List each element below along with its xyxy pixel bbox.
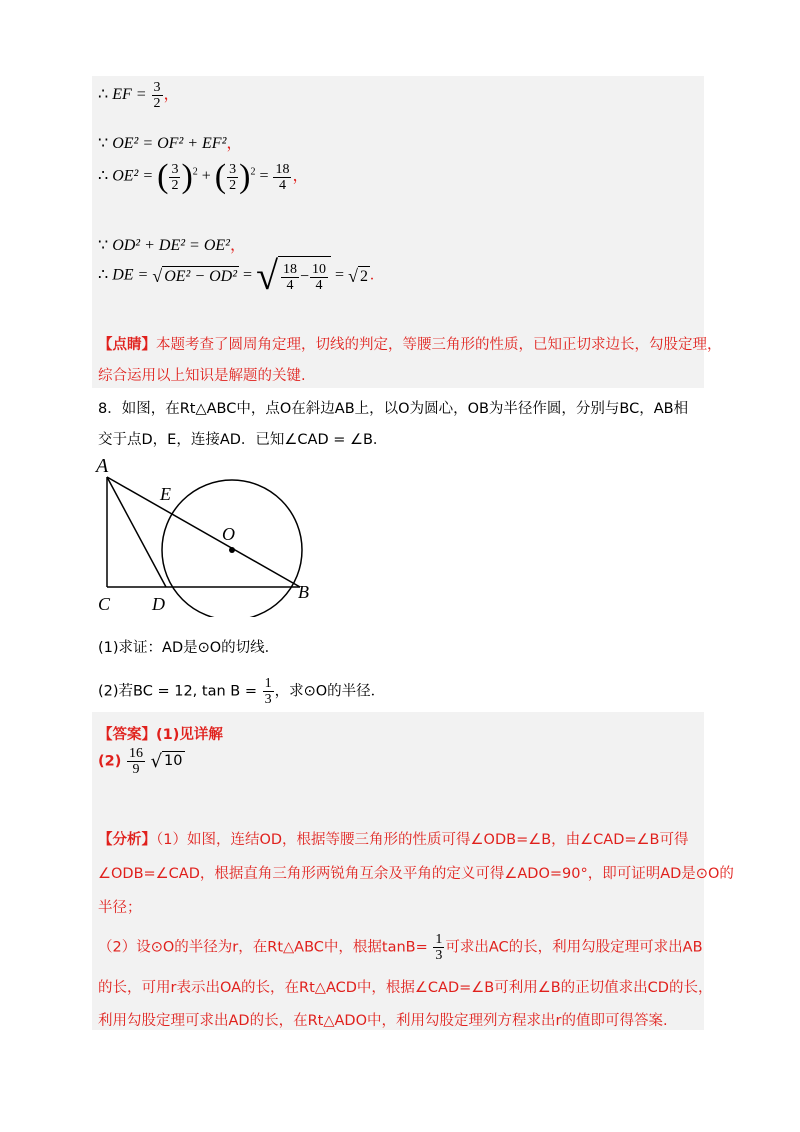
pythagoras-line: ∵ OE² = OF² + EF²， <box>98 135 243 152</box>
answer-line-1: 【答案】(1)见详解 <box>98 727 223 743</box>
label-c: C <box>98 594 111 614</box>
label-d: D <box>152 594 165 614</box>
comment-line-2: 综合运用以上知识是解题的关键. <box>98 368 306 384</box>
problem-line-1: 8．如图，在Rt△ABC中，点O在斜边AB上，以O为圆心，OB为半径作圆，分别与BC，AB相 <box>98 401 689 417</box>
od-de-line: ∵ OD² + DE² = OE²， <box>98 237 246 254</box>
geometry-figure <box>90 452 330 617</box>
label-a: A <box>96 455 109 477</box>
oe-squared-line: ∴ OE² = ( $\frac{3}{2}$ )$^2$ + ( $\frac{3}{2}$ )$^2$ = $\frac{18}{4}$ ， <box>98 158 309 195</box>
problem-line-2: 交于点D，E，连接AD．已知∠CAD = ∠B． <box>98 432 388 448</box>
ef-line: ∴ EF = $\frac{3}{2}$ ， <box>98 80 180 111</box>
analysis-line-4: （2）设⊙O的半径为r，在Rt△ABC中，根据tanB= $\frac{1}{3}$ 可求出AC的长，利用勾股定理可求出AB <box>98 932 703 963</box>
label-e: E <box>160 484 171 504</box>
analysis-line-6: 利用勾股定理可求出AD的长，在Rt△ADO中，利用勾股定理列方程求出r的值即可得答案. <box>98 1013 668 1029</box>
label-b: B <box>298 582 309 602</box>
answer-line-2: (2) $\frac{16}{9}$ √ 10 <box>98 746 183 777</box>
analysis-line-5: 的长，可用r表示出OA的长，在Rt△ACD中，根据∠CAD=∠B可利用∠B的正切值求出CD的长， <box>98 980 713 996</box>
question-1: (1)求证：AD是⊙O的切线． <box>98 640 280 656</box>
analysis-line-3: 半径； <box>98 900 142 916</box>
de-result-line: ∴ DE = √ OE² − OD² = √ $\frac{18}{4}$ − $\frac{10}{4}$ = √ 2 . <box>98 253 374 298</box>
question-2: (2)若BC = 12, tan B = $\frac{1}{3}$ ，求⊙O的半径． <box>98 676 386 707</box>
label-o: O <box>222 524 235 544</box>
comment-line-1: 【点睛】本题考查了圆周角定理，切线的判定，等腰三角形的性质，已知正切求边长，勾股定理， <box>98 337 722 353</box>
analysis-line-1: 【分析】（1）如图，连结OD，根据等腰三角形的性质可得∠ODB=∠B，由∠CAD=∠B可得 <box>98 832 689 848</box>
center-point-o <box>229 547 235 553</box>
analysis-line-2: ∠ODB=∠CAD，根据直角三角形两锐角互余及平角的定义可得∠ADO=90°，即可证明AD是⊙O的 <box>98 866 734 882</box>
